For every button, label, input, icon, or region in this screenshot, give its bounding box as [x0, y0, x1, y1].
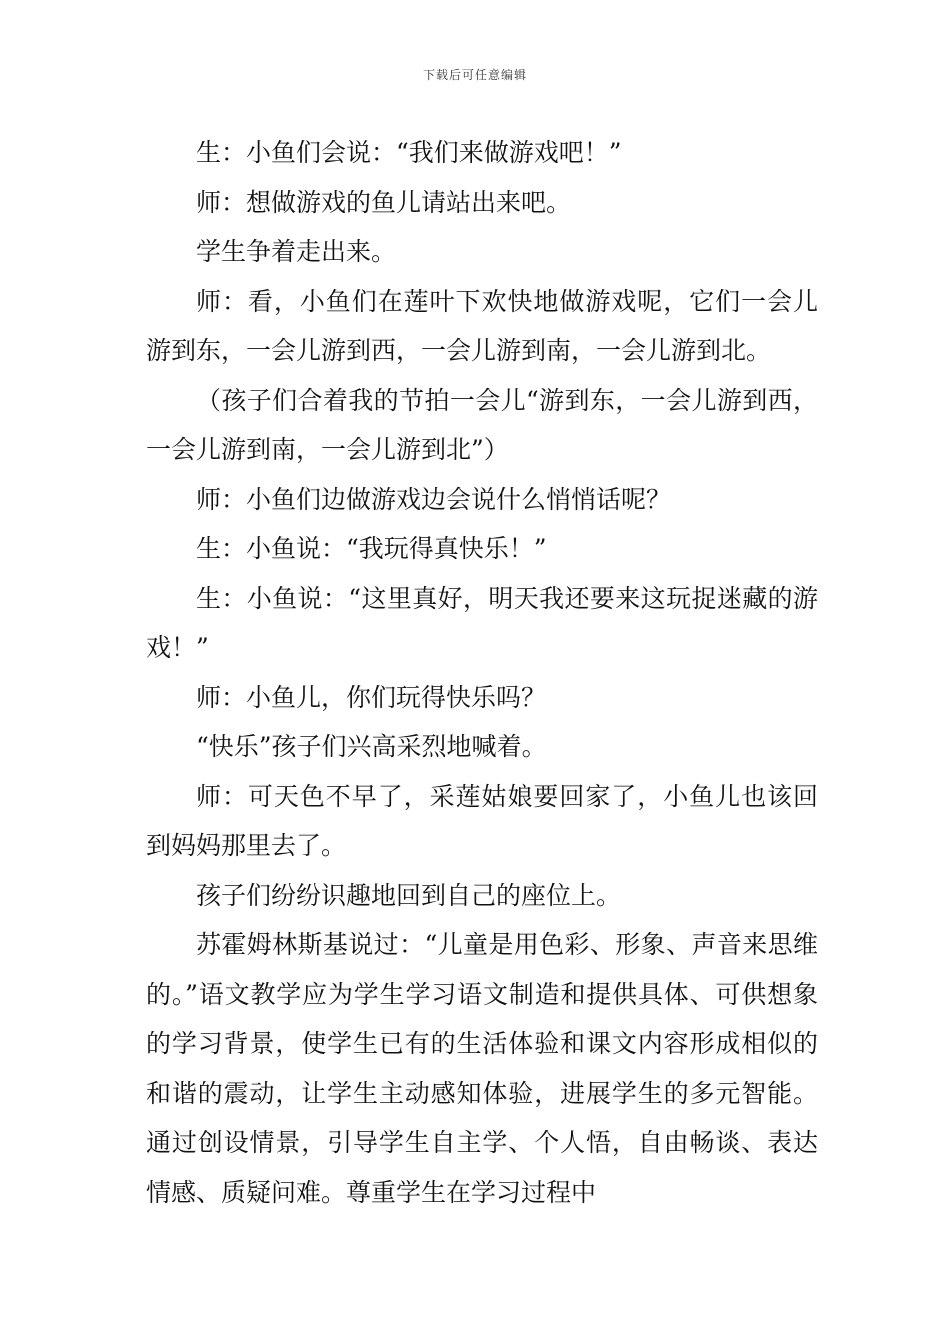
document-body: [146, 128, 818, 1217]
paragraph-12: 孩子们纷纷识趣地回到自己的座位上。: [196, 880, 622, 910]
paragraph-2: 师：想做游戏的鱼儿请站出来吧。: [196, 187, 572, 217]
paragraph-9: 师：小鱼儿，你们玩得快乐吗？: [196, 682, 547, 712]
paragraph-1: 生：小鱼们会说：“我们来做游戏吧！”: [196, 138, 622, 167]
paragraph-5: （孩子们合着我的节拍一会儿“游到东，一会儿游到西，一会儿游到南，一会儿游到北”）: [146, 385, 818, 464]
paragraph-10: “快乐”孩子们兴高采烈地喊着。: [196, 732, 547, 761]
paragraph-7: 生：小鱼说：“我玩得真快乐！”: [196, 534, 547, 563]
page-header: 下载后可任意编辑: [422, 68, 527, 82]
paragraph-11: 师：可天色不早了，采莲姑娘要回家了，小鱼儿也该回到妈妈那里去了。: [146, 781, 818, 860]
paragraph-3: 学生争着走出来。: [196, 237, 397, 266]
paragraph-4: 师：看，小鱼们在莲叶下欢快地做游戏呢，它们一会儿游到东，一会儿游到西，一会儿游到南，一会儿游到北。: [146, 286, 818, 365]
paragraph-13: 苏霍姆林斯基说过：“儿童是用色彩、形象、声音来思维的。”语文教学应为学生学习语文制造和提供具体、可供想象的学习背景，使学生已有的生活体验和课文内容形成相似的和谐的震动，让学生主动感知体验，进展学生的多元智能。通过创设情景，引导学生自主学、个人悟，自由畅谈、表达情感、质疑问难。尊重学生在学习过程中: [146, 930, 818, 1207]
paragraph-8: 生：小鱼说：“这里真好，明天我还要来这玩捉迷藏的游戏！”: [146, 583, 818, 662]
paragraph-6: 师：小鱼们边做游戏边会说什么悄悄话呢？: [196, 484, 672, 514]
